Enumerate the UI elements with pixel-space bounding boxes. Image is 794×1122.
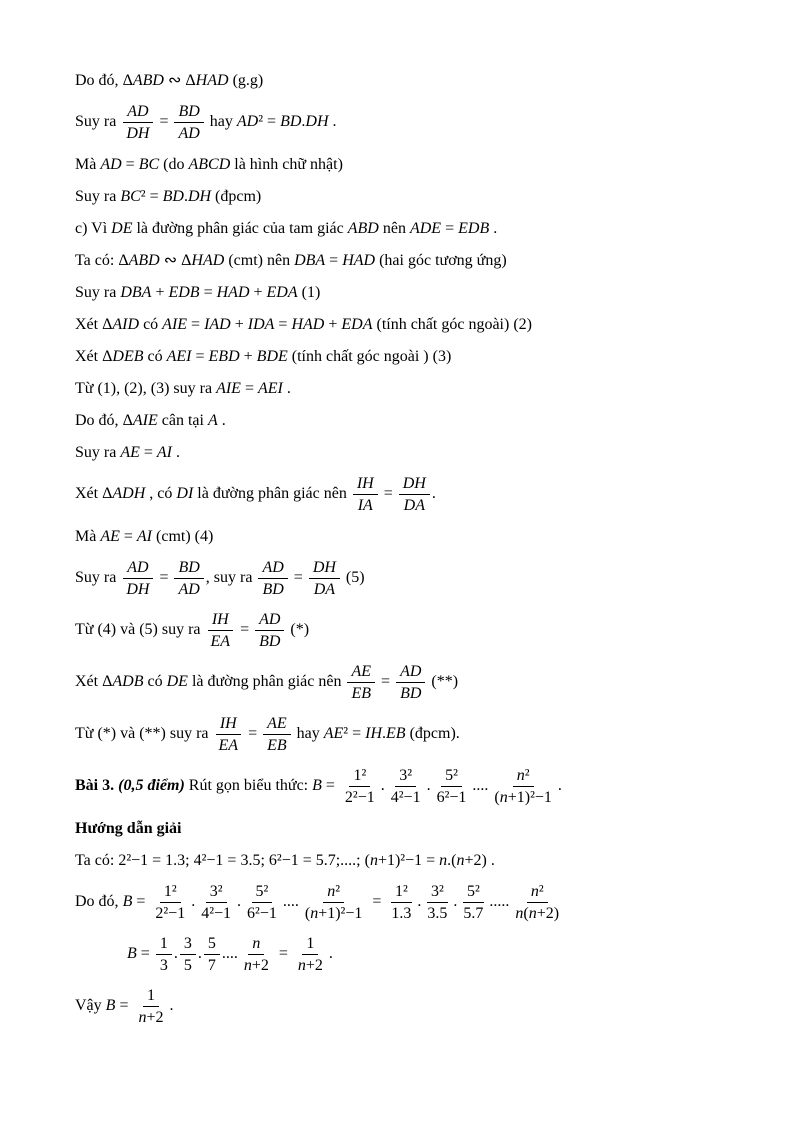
math-run: AE = AI	[100, 528, 153, 545]
fraction	[204, 934, 220, 975]
text-run: .	[328, 113, 337, 131]
text-run: .	[328, 945, 333, 963]
fraction-denominator: AD	[178, 581, 200, 598]
math-run: ΔABD ∾ ΔHAD	[118, 252, 225, 269]
fraction	[240, 934, 273, 975]
text-run: Mà	[75, 528, 101, 545]
fraction-numerator: n²	[323, 882, 344, 903]
fraction	[399, 474, 430, 515]
text-run: .	[237, 893, 242, 911]
fraction-numerator: IH	[353, 474, 378, 495]
fraction-numerator: AD	[258, 558, 287, 579]
math-run: ΔABD ∾ ΔHAD	[122, 72, 229, 89]
text-run: là đường phân giác nên	[193, 485, 351, 503]
fraction	[387, 882, 415, 923]
fraction-numerator: 3²	[206, 882, 227, 903]
math-run: ADE = EDB	[409, 220, 490, 237]
line-ae-equals-ai	[75, 442, 746, 463]
fraction-denominator: IA	[357, 497, 373, 514]
fraction-numerator: AE	[263, 714, 291, 735]
fraction-denominator: n+2	[138, 1009, 164, 1026]
line-can-tai-a	[75, 410, 746, 431]
math-run: B =	[127, 945, 154, 963]
line-bai-3	[75, 766, 746, 807]
math-run: =	[274, 945, 292, 963]
text-run: .	[557, 777, 562, 795]
math-run: =	[155, 569, 173, 587]
text-run: (**)	[427, 673, 459, 691]
text-run: hay	[292, 725, 324, 743]
text-run: (tính chất góc ngoài) (2)	[372, 316, 532, 333]
text-run: có	[139, 316, 163, 333]
math-run: =	[368, 893, 386, 911]
fraction-denominator: AD	[178, 125, 200, 142]
fraction	[258, 558, 287, 599]
fraction	[255, 610, 284, 651]
fraction-numerator: IH	[208, 610, 233, 631]
line-taco-similar	[75, 250, 746, 271]
fraction-numerator: n²	[513, 766, 534, 787]
line-suy-ra-5	[75, 558, 746, 599]
fraction-denominator: 4²−1	[201, 905, 232, 922]
fraction-denominator: 4²−1	[390, 789, 421, 806]
document-body	[75, 70, 746, 1027]
fraction-denominator: 6²−1	[436, 789, 467, 806]
fraction-denominator: 3.5	[427, 905, 448, 922]
fraction-denominator: EB	[351, 685, 372, 702]
line-similar-conclusion	[75, 70, 746, 91]
fraction	[301, 882, 367, 923]
text-run: .	[197, 945, 202, 963]
text-run: Vậy	[75, 997, 106, 1015]
line-tu-stars-dpcm	[75, 714, 746, 755]
fraction	[197, 882, 235, 923]
math-run: ΔADB	[102, 673, 144, 691]
math-run: ABCD	[188, 156, 231, 173]
fraction-denominator: DA	[313, 581, 336, 598]
bold-run: Bài 3.	[75, 777, 119, 795]
fraction	[174, 558, 203, 599]
text-run: Ta có:	[75, 252, 119, 269]
math-run: AE = AI	[120, 444, 173, 461]
fraction-denominator: BD	[400, 685, 422, 702]
fraction-numerator: 5²	[441, 766, 462, 787]
fraction	[151, 882, 189, 923]
math-run: ABD	[347, 220, 379, 237]
text-run: c) Vì	[75, 220, 112, 237]
fraction	[263, 714, 291, 755]
math-run: B =	[312, 777, 339, 795]
math-run: DBA + EDB = HAD + EDA	[120, 284, 298, 301]
line-ma-ae-ai-4	[75, 526, 746, 547]
math-run: BC² = BD.DH	[120, 188, 212, 205]
text-run: .	[453, 893, 458, 911]
line-huong-dan-giai	[75, 818, 746, 839]
fraction-denominator: BD	[262, 581, 284, 598]
text-run: là đường phân giác của tam giác	[132, 220, 348, 237]
fraction	[347, 662, 375, 703]
fraction	[156, 934, 172, 975]
text-run: , suy ra	[205, 569, 257, 587]
fraction-denominator: (n+1)²−1	[304, 905, 363, 922]
math-run: ΔADH	[102, 485, 146, 503]
fraction-numerator: AD	[396, 662, 425, 683]
text-run: .....	[489, 893, 510, 911]
fraction-numerator: 1	[302, 934, 318, 955]
text-run: Xét	[75, 485, 103, 503]
fraction	[459, 882, 487, 923]
fraction-numerator: n	[248, 934, 264, 955]
text-run: , có	[145, 485, 177, 503]
fraction	[294, 934, 327, 975]
fraction	[353, 474, 378, 515]
fraction-denominator: DA	[403, 497, 425, 514]
line-xet-adb	[75, 662, 746, 703]
text-run: .	[426, 777, 431, 795]
fraction-numerator: 3²	[395, 766, 416, 787]
line-tu-123	[75, 378, 746, 399]
bold-italic-run: (0,5 điểm)	[118, 777, 189, 795]
text-run: là hình chữ nhật)	[230, 156, 343, 173]
text-run: (5)	[341, 569, 365, 587]
text-run: cân tại	[157, 412, 208, 429]
fraction-numerator: DH	[399, 474, 430, 495]
fraction-denominator: 2²−1	[344, 789, 375, 806]
text-run: .	[486, 852, 495, 869]
math-run: AE² = IH.EB	[323, 725, 406, 743]
text-run: Mà	[75, 156, 101, 173]
math-run: =	[377, 673, 395, 691]
math-run: 2²−1 = 1.3; 4²−1 = 3.5; 6²−1 = 5.7;....; (n+1)²−1 = n.(n+2)	[118, 852, 487, 869]
fraction-numerator: 5	[204, 934, 220, 955]
text-run: Xét	[75, 348, 103, 365]
fraction-denominator: 3	[159, 957, 168, 974]
fraction-numerator: 3	[180, 934, 196, 955]
text-run: .	[191, 893, 196, 911]
fraction	[396, 662, 425, 703]
line-ad-equals-bc	[75, 154, 746, 175]
line-xet-adh	[75, 474, 746, 515]
line-xet-deb	[75, 346, 746, 367]
fraction-denominator: n+2	[297, 957, 323, 974]
text-run: .	[173, 945, 178, 963]
fraction	[387, 766, 425, 807]
text-run: .	[217, 412, 226, 429]
text-run: có	[143, 673, 167, 691]
fraction	[134, 986, 167, 1027]
text-run: .	[169, 997, 174, 1015]
line-ratio-ad-dh	[75, 102, 746, 143]
text-run: (hai góc tương ứng)	[375, 252, 507, 269]
text-run: Từ (*) và (**) suy ra	[75, 725, 213, 743]
text-run: có	[143, 348, 167, 365]
math-run: AD² = BD.DH	[236, 113, 329, 131]
fraction-denominator: 5	[183, 957, 192, 974]
line-part-c	[75, 218, 746, 239]
line-sum-angles-1	[75, 282, 746, 303]
text-run: (cmt) nên	[224, 252, 295, 269]
fraction-numerator: 5²	[252, 882, 273, 903]
fraction-numerator: AE	[347, 662, 375, 683]
fraction-numerator: DH	[309, 558, 340, 579]
math-run: ΔAID	[102, 316, 140, 333]
text-run: .	[172, 444, 181, 461]
fraction-numerator: IH	[216, 714, 241, 735]
text-run: Suy ra	[75, 113, 121, 131]
text-run: (đpcm)	[211, 188, 262, 205]
fraction	[215, 714, 243, 755]
text-run: Rút gọn biểu thức:	[188, 777, 313, 795]
text-run: (cmt) (4)	[152, 528, 214, 545]
text-run: ....	[472, 777, 489, 795]
fraction-denominator: BD	[259, 633, 281, 650]
fraction-numerator: 1²	[160, 882, 181, 903]
text-run: là đường phân giác nên	[187, 673, 346, 691]
text-run: nên	[378, 220, 410, 237]
line-xet-aid	[75, 314, 746, 335]
fraction-numerator: 1	[156, 934, 172, 955]
text-run: Do đó,	[75, 72, 123, 89]
fraction	[433, 766, 471, 807]
fraction-denominator: EA	[218, 737, 239, 754]
fraction	[122, 558, 153, 599]
text-run: Từ (1), (2), (3) suy ra	[75, 380, 217, 397]
text-run: Từ (4) và (5) suy ra	[75, 621, 205, 639]
fraction	[243, 882, 281, 923]
fraction-denominator: 7	[207, 957, 216, 974]
fraction	[490, 766, 556, 807]
fraction-denominator: DH	[126, 125, 150, 142]
fraction-numerator: n²	[527, 882, 548, 903]
line-dodo-b-expansion	[75, 882, 746, 923]
math-run: B =	[105, 997, 133, 1015]
fraction-numerator: AD	[123, 558, 152, 579]
math-run: =	[236, 621, 254, 639]
fraction-denominator: 2²−1	[155, 905, 186, 922]
line-b-telescoped	[127, 934, 746, 975]
fraction-numerator: 1²	[349, 766, 370, 787]
fraction-denominator: n+2	[243, 957, 269, 974]
fraction	[174, 102, 203, 143]
math-run: DE	[111, 220, 133, 237]
math-run: =	[379, 485, 397, 503]
fraction-numerator: 5²	[463, 882, 484, 903]
math-run: DE	[166, 673, 188, 691]
fraction-numerator: AD	[123, 102, 152, 123]
text-run: Suy ra	[75, 569, 121, 587]
text-run: (do	[159, 156, 189, 173]
fraction-denominator: (n+1)²−1	[494, 789, 552, 806]
text-run: Xét	[75, 316, 103, 333]
text-run: (đpcm).	[405, 725, 460, 743]
math-run: AEI = EBD + BDE	[166, 348, 288, 365]
fraction-numerator: BD	[174, 558, 203, 579]
fraction-numerator: BD	[174, 102, 203, 123]
text-run: ....	[221, 945, 238, 963]
text-run: .	[489, 220, 498, 237]
fraction-numerator: 1	[143, 986, 159, 1007]
text-run: (tính chất góc ngoài ) (3)	[287, 348, 452, 365]
math-run: AD = BC	[100, 156, 160, 173]
fraction	[341, 766, 379, 807]
fraction-numerator: 1²	[391, 882, 412, 903]
fraction	[207, 610, 235, 651]
fraction-numerator: 3²	[427, 882, 448, 903]
fraction	[511, 882, 563, 923]
math-run: AIE = AEI	[216, 380, 283, 397]
fraction-denominator: 1.3	[391, 905, 412, 922]
math-run: ΔAIE	[122, 412, 158, 429]
math-run: DBA = HAD	[294, 252, 376, 269]
line-tu-45-star	[75, 610, 746, 651]
fraction-denominator: 5.7	[463, 905, 484, 922]
text-run: .	[431, 485, 436, 503]
fraction-denominator: DH	[126, 581, 150, 598]
text-run: .	[282, 380, 291, 397]
text-run: Do đó,	[75, 412, 123, 429]
fraction	[180, 934, 196, 975]
text-run: ....	[282, 893, 299, 911]
text-run: hay	[205, 113, 237, 131]
math-run: =	[155, 113, 173, 131]
fraction	[309, 558, 340, 599]
fraction-denominator: n(n+2)	[515, 905, 560, 922]
text-run: Suy ra	[75, 284, 121, 301]
text-run: (1)	[297, 284, 321, 301]
text-run: Ta có:	[75, 852, 119, 869]
text-run: (*)	[286, 621, 310, 639]
text-run: .	[380, 777, 385, 795]
fraction-numerator: AD	[255, 610, 284, 631]
fraction-denominator: EA	[210, 633, 231, 650]
fraction	[122, 102, 153, 143]
fraction-denominator: EB	[267, 737, 287, 754]
fraction-denominator: 6²−1	[247, 905, 277, 922]
line-taco-identities	[75, 850, 746, 871]
math-run: B =	[122, 893, 150, 911]
text-run: Suy ra	[75, 188, 121, 205]
math-run: =	[244, 725, 262, 743]
math-run: A	[207, 412, 218, 429]
text-run: (g.g)	[228, 72, 264, 89]
line-bc-squared	[75, 186, 746, 207]
text-run: Suy ra	[75, 444, 121, 461]
text-run: Xét	[75, 673, 103, 691]
heading-run: Hướng dẫn giải	[75, 820, 182, 837]
math-run: ΔDEB	[102, 348, 144, 365]
math-run: =	[289, 569, 307, 587]
text-run: .	[417, 893, 422, 911]
line-vay-b-result	[75, 986, 746, 1027]
math-run: AIE = IAD + IDA = HAD + EDA	[162, 316, 373, 333]
fraction	[423, 882, 451, 923]
text-run: Do đó,	[75, 893, 123, 911]
math-run: DI	[176, 485, 194, 503]
